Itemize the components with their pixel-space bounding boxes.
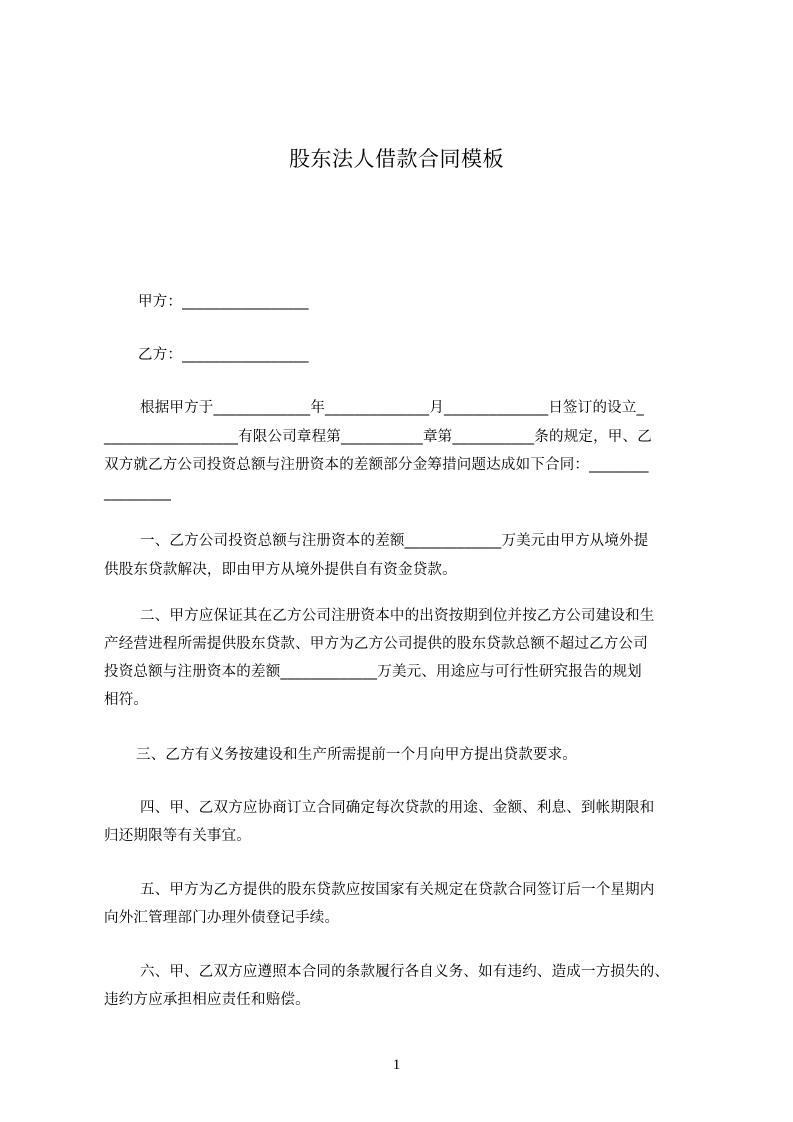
clause-line: 产经营进程所需提供股东贷款、甲方为乙方公司提供的股东贷款总额不超过乙方公司 <box>104 636 648 652</box>
clause-line: 违约方应承担相应责任和赔偿。 <box>104 992 310 1008</box>
preamble-line: 根据甲方于_____________年______________月______________日签订的设立_ <box>140 400 644 416</box>
clause-line: 相符。 <box>104 692 149 708</box>
document-title: 股东法人借款合同模板 <box>289 147 504 171</box>
party-a-line: 甲方：_________________ <box>138 294 309 310</box>
clause-line: 三、乙方有义务按建设和生产所需提前一个月向甲方提出贷款要求。 <box>136 747 577 763</box>
clause-line: 一、乙方公司投资总额与注册资本的差额_____________万美元由甲方从境外提 <box>140 533 649 549</box>
clause-line: 六、甲、乙双方应遵照本合同的条款履行各自义务、如有违约、造成一方损失的、 <box>140 964 670 980</box>
preamble-line: __________________有限公司章程第___________章第___________条的规定，甲、乙 <box>104 429 652 445</box>
clause-line: 二、甲方应保证其在乙方公司注册资本中的出资按期到位并按乙方公司建设和生 <box>140 608 655 624</box>
clause-line: 归还期限等有关事宜。 <box>104 828 251 844</box>
clause-line: 五、甲方为乙方提供的股东贷款应按国家有关规定在贷款合同签订后一个星期内 <box>140 882 655 898</box>
preamble-line: _________ <box>104 485 172 501</box>
preamble-line: 双方就乙方公司投资总额与注册资本的差额部分金筹措问题达成如下合同：________ <box>104 457 649 473</box>
page-number: 1 <box>392 1057 401 1073</box>
clause-line: 供股东贷款解决，即由甲方从境外提供自有资金贷款。 <box>104 562 457 578</box>
clause-line: 投资总额与注册资本的差额_____________万美元、用途应与可行性研究报告的规划 <box>104 664 642 680</box>
party-b-line: 乙方：_________________ <box>138 347 309 363</box>
clause-line: 四、甲、乙双方应协商订立合同确定每次贷款的用途、金额、利息、到帐期限和 <box>140 800 655 816</box>
clause-line: 向外汇管理部门办理外债登记手续。 <box>104 910 340 926</box>
